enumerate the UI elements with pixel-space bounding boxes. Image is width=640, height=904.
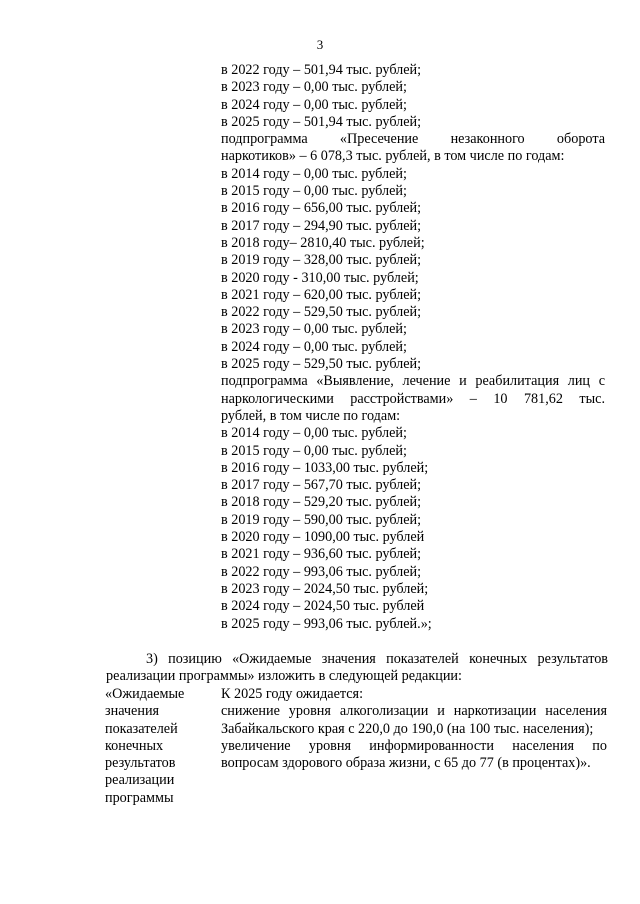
- funding-line: рублей, в том числе по годам:: [221, 407, 401, 424]
- table-left-cell: [105, 686, 215, 807]
- table-left-line: «Ожидаемые: [105, 686, 185, 702]
- funding-line: в 2025 году – 993,06 тыс. рублей.»;: [221, 615, 432, 632]
- funding-line: в 2019 году – 328,00 тыс. рублей;: [221, 252, 422, 269]
- funding-line: в 2023 году – 0,00 тыс. рублей;: [221, 321, 407, 338]
- table-left-line: результатов: [105, 755, 176, 772]
- funding-column: [221, 62, 605, 633]
- funding-line: в 2021 году – 620,00 тыс. рублей;: [221, 286, 422, 303]
- funding-line: в 2022 году – 993,06 тыс. рублей;: [221, 563, 422, 580]
- item-3-paragraph: 3) позицию «Ожидаемые значения показателей конечных результатов реализации программы» изложить в следующей редакции:: [106, 651, 608, 685]
- table-intro: К 2025 году ожидается:: [221, 686, 364, 702]
- funding-line: в 2016 году – 656,00 тыс. рублей;: [221, 200, 422, 217]
- funding-line: в 2024 году – 0,00 тыс. рублей;: [221, 338, 407, 355]
- funding-line: в 2016 году – 1033,00 тыс. рублей;: [221, 459, 429, 476]
- funding-line: наркологическими расстройствами» – 10 781,62 тыс.: [221, 390, 605, 407]
- funding-line: в 2021 году – 936,60 тыс. рублей;: [221, 546, 422, 563]
- funding-line: в 2015 году – 0,00 тыс. рублей;: [221, 183, 407, 200]
- table-right-paragraph: снижение уровня алкоголизации и наркотизации населения Забайкальского края с 220,0 до 190,0 (на 100 тыс. населения);: [221, 703, 607, 737]
- funding-line: в 2020 году - 310,00 тыс. рублей;: [221, 269, 419, 286]
- funding-line: в 2020 году – 1090,00 тыс. рублей: [221, 529, 425, 546]
- page-number: 3: [316, 37, 324, 52]
- table-right-paragraph: увеличение уровня информированности населения по вопросам здорового образа жизни, с 65 до 77 (в процентах)».: [221, 737, 607, 772]
- funding-line: в 2024 году – 2024,50 тыс. рублей: [221, 598, 425, 615]
- funding-line: в 2014 году – 0,00 тыс. рублей;: [221, 165, 407, 182]
- funding-line: в 2018 году– 2810,40 тыс. рублей;: [221, 234, 425, 251]
- funding-line: в 2022 году – 529,50 тыс. рублей;: [221, 304, 422, 321]
- funding-line: в 2024 году – 0,00 тыс. рублей;: [221, 96, 407, 113]
- table-left-line: конечных: [105, 737, 164, 754]
- table-left-line: показателей: [105, 720, 178, 737]
- funding-line: в 2018 году – 529,20 тыс. рублей;: [221, 494, 422, 511]
- funding-line: подпрограмма «Пресечение незаконного оборота: [221, 131, 605, 148]
- funding-line: в 2017 году – 294,90 тыс. рублей;: [221, 217, 422, 234]
- funding-line: в 2019 году – 590,00 тыс. рублей;: [221, 511, 422, 528]
- table-left-line: значения: [105, 703, 160, 720]
- funding-line: в 2025 году – 529,50 тыс. рублей;: [221, 356, 422, 373]
- table-left-line: программы: [105, 789, 174, 806]
- funding-line: в 2015 году – 0,00 тыс. рублей;: [221, 442, 407, 459]
- funding-line: в 2025 году – 501,94 тыс. рублей;: [221, 113, 422, 130]
- funding-line: подпрограмма «Выявление, лечение и реабилитация лиц с: [221, 373, 605, 390]
- funding-line: в 2017 году – 567,70 тыс. рублей;: [221, 477, 422, 494]
- table-left-line: реализации: [105, 772, 175, 789]
- funding-line: в 2023 году – 2024,50 тыс. рублей;: [221, 580, 429, 597]
- funding-line: в 2014 году – 0,00 тыс. рублей;: [221, 425, 407, 442]
- funding-line: в 2022 году – 501,94 тыс. рублей;: [221, 62, 422, 78]
- table-right-cell: [221, 686, 607, 772]
- funding-line: в 2023 году – 0,00 тыс. рублей;: [221, 79, 407, 96]
- funding-line: наркотиков» – 6 078,3 тыс. рублей, в том числе по годам:: [221, 148, 565, 165]
